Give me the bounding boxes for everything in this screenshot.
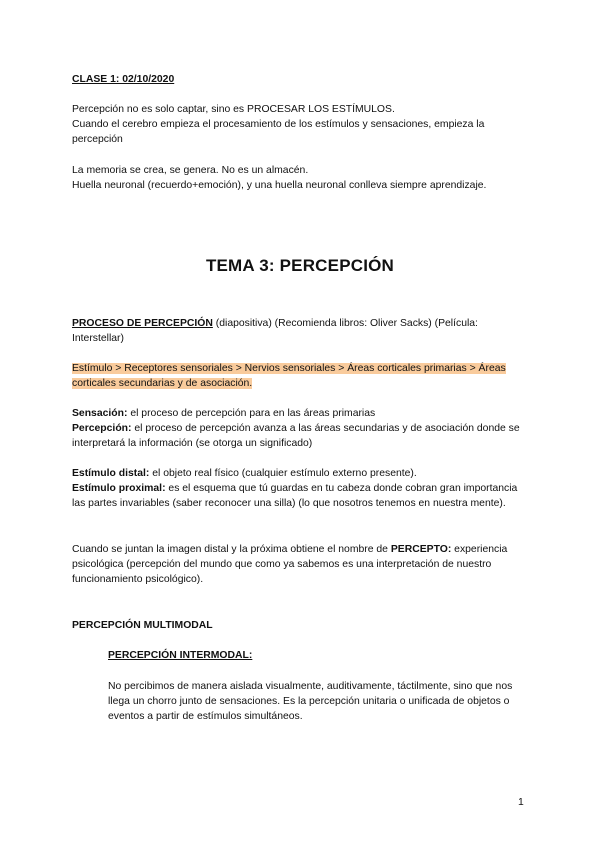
sensacion-def: el proceso de percepción para en las áreas primarias <box>127 408 376 419</box>
percepcion-term: Percepción: <box>72 423 132 434</box>
highlight-paragraph <box>72 361 530 391</box>
intermodal-text: No percibimos de manera aislada visualmente, auditivamente, táctilmente, sino que nos llega un chorro junto de sensaciones. Es la percepción unitaria o unificada de objetos o eventos a partir de estímulos simultáneos. <box>108 681 513 723</box>
sensacion-term: Sensación: <box>72 408 128 419</box>
highlight-chain: Estímulo > Receptores sensoriales > Nervios sensoriales > Áreas corticales primarias > Áreas corticales secundarias y de asociación. <box>72 363 506 390</box>
intro-line-2: Cuando el cerebro empieza el procesamiento de los estímulos y sensaciones, empieza la percepción <box>72 119 485 146</box>
proximal-paragraph <box>72 481 530 511</box>
memory-line-2: Huella neuronal (recuerdo+emoción), y una huella neuronal conlleva siempre aprendizaje. <box>72 180 487 191</box>
proceso-rest: (diapositiva) (Recomienda libros: Oliver Sacks) (Película: Interstellar) <box>72 318 478 345</box>
percepto-intro: Cuando se juntan la imagen distal y la próxima obtiene el nombre de <box>72 544 391 555</box>
distal-term: Estímulo distal: <box>72 468 150 479</box>
intro-line-1: Percepción no es solo captar, sino es PROCESAR LOS ESTÍMULOS. <box>72 104 395 115</box>
proceso-heading: PROCESO DE PERCEPCIÓN <box>72 318 213 329</box>
distal-def: el objeto real físico (cualquier estímulo externo presente). <box>149 468 417 479</box>
percepto-term: PERCEPTO: <box>390 544 452 555</box>
proceso-paragraph <box>72 316 530 346</box>
intermodal-heading: PERCEPCIÓN INTERMODAL: <box>108 650 253 661</box>
multimodal-heading: PERCEPCIÓN MULTIMODAL <box>72 620 213 631</box>
class-heading: CLASE 1: 02/10/2020 <box>72 74 175 85</box>
page-number: 1 <box>518 797 524 808</box>
percepto-paragraph <box>72 542 530 588</box>
distal-line <box>72 466 530 481</box>
memory-line-1: La memoria se crea, se genera. No es un almacén. <box>72 165 309 176</box>
proximal-def: es el esquema que tú guardas en tu cabeza donde cobran gran importancia las partes invariables (saber reconocer una silla) (lo que nosotros tenemos en nuestra mente). <box>72 483 518 510</box>
percepcion-def: el proceso de percepción avanza a las áreas secundarias y de asociación donde se interpretará la información (se otorga un significado) <box>72 423 520 450</box>
topic-title: TEMA 3: PERCEPCIÓN <box>205 256 395 275</box>
proximal-term: Estímulo proximal: <box>72 483 166 494</box>
percepto-rest: experiencia psicológica (percepción del mundo que como ya sabemos es una interpretación de nuestro funcionamiento psicológico). <box>72 544 508 586</box>
sensacion-line <box>72 406 530 421</box>
percepcion-paragraph <box>72 421 530 451</box>
